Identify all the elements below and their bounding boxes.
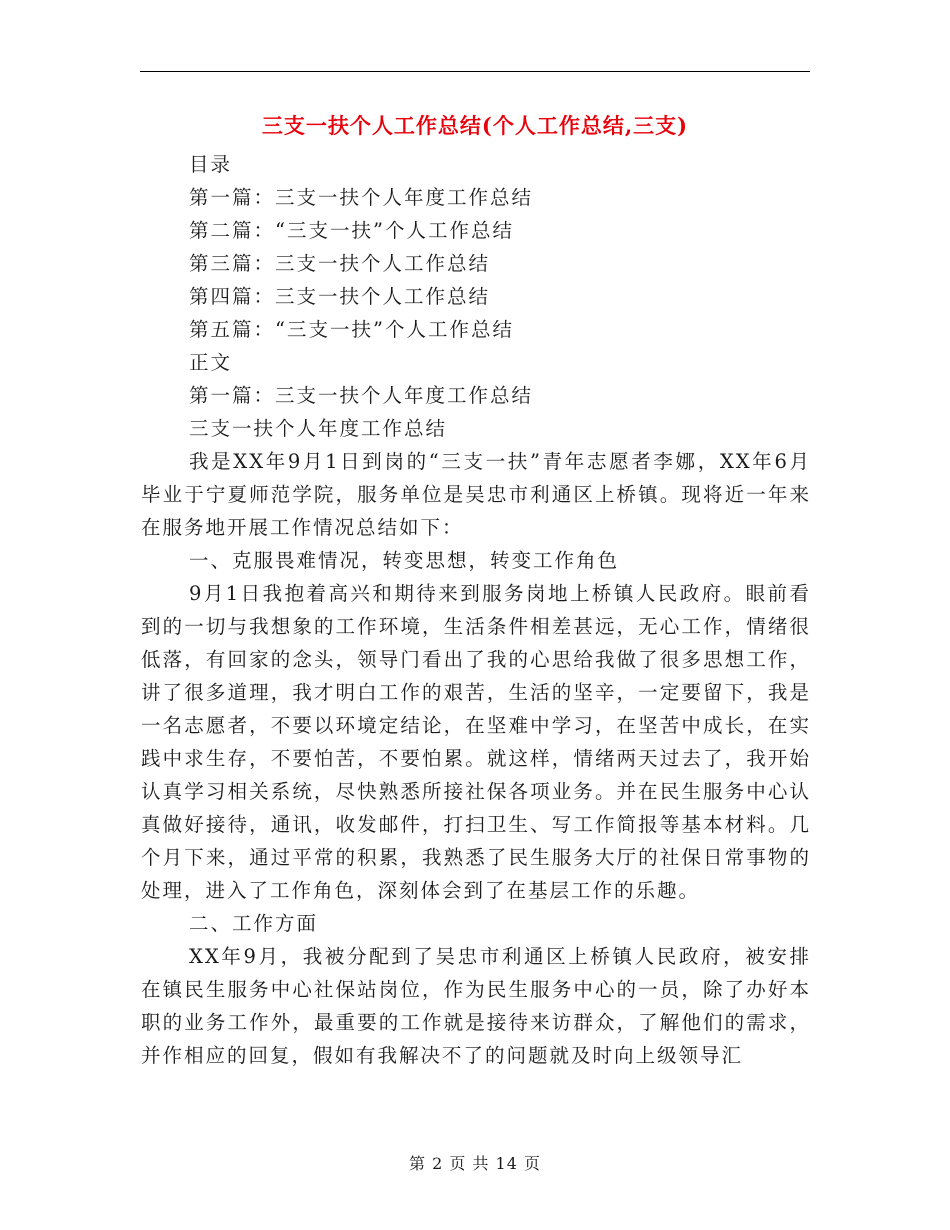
toc-item: 第四篇：三支一扶个人工作总结 xyxy=(189,285,491,308)
document-title: 三支一扶个人工作总结(个人工作总结,三支) xyxy=(261,113,689,138)
toc-item: 第二篇：“三支一扶”个人工作总结 xyxy=(189,219,514,242)
part-title: 三支一扶个人年度工作总结 xyxy=(189,417,448,440)
section-heading: 二、工作方面 xyxy=(189,912,319,935)
toc-item: 第五篇：“三支一扶”个人工作总结 xyxy=(189,318,514,341)
toc-item: 第一篇：三支一扶个人年度工作总结 xyxy=(189,186,534,209)
paragraph: 我是XX年9月1日到岗的“三支一扶”青年志愿者李娜，XX年6月毕业于宁夏师范学院，服务单位是吴忠市利通区上桥镇。现将近一年来在服务地开展工作情况总结如下： xyxy=(141,450,811,539)
section-heading: 一、克服畏难情况，转变思想，转变工作角色 xyxy=(189,549,620,572)
toc-item: 第三篇：三支一扶个人工作总结 xyxy=(189,252,491,275)
part-heading: 第一篇：三支一扶个人年度工作总结 xyxy=(189,384,534,407)
body-heading: 正文 xyxy=(189,351,233,374)
page-footer: 第 2 页 共 14 页 xyxy=(409,1154,541,1173)
document-body xyxy=(141,148,811,1072)
toc-heading: 目录 xyxy=(189,153,233,176)
paragraph: XX年9月，我被分配到了吴忠市利通区上桥镇人民政府，被安排在镇民生服务中心社保站岗位，作为民生服务中心的一员，除了办好本职的业务工作外，最重要的工作就是接待来访群众，了解他们的需求，并作相应的回复，假如有我解决不了的问题就及时向上级领导汇 xyxy=(141,945,811,1067)
paragraph: 9月1日我抱着高兴和期待来到服务岗地上桥镇人民政府。眼前看到的一切与我想象的工作环境，生活条件相差甚远，无心工作，情绪很低落，有回家的念头，领导门看出了我的心思给我做了很多思想工作，讲了很多道理，我才明白工作的艰苦，生活的坚辛，一定要留下，我是一名志愿者，不要以环境定结论，在坚难中学习，在坚苦中成长，在实践中求生存，不要怕苦，不要怕累。就这样，情绪两天过去了，我开始认真学习相关系统，尽快熟悉所接社保各项业务。并在民生服务中心认真做好接待，通讯，收发邮件，打扫卫生、写工作简报等基本材料。几个月下来，通过平常的积累，我熟悉了民生服务大厅的社保日常事物的处理，进入了工作角色，深刻体会到了在基层工作的乐趣。 xyxy=(141,582,811,902)
header-rule xyxy=(140,71,810,72)
